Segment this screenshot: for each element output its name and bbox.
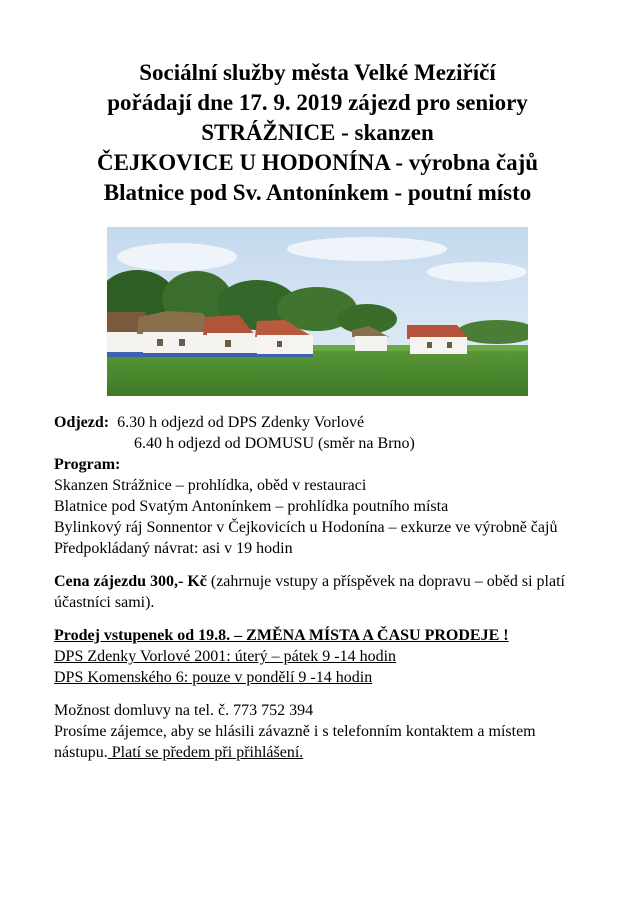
- price-note: (zahrnuje vstupy a příspěvek na dopravu – oběd si platí účastníci sami).: [54, 573, 565, 611]
- departure-time-1: 6.30 h odjezd od DPS Zdenky Vorlové: [117, 414, 365, 431]
- title-line: ČEJKOVICE U HODONÍNA - výrobna čajů: [96, 150, 539, 175]
- price-paragraph: [54, 571, 589, 613]
- title-line: STRÁŽNICE - skanzen: [201, 120, 434, 145]
- page-title: [0, 58, 635, 208]
- payment-note: Platí se předem při přihlášení.: [107, 744, 304, 761]
- departure-label: Odjezd:: [54, 414, 110, 431]
- program-item: Blatnice pod Svatým Antonínkem – prohlídka poutního místa: [54, 498, 449, 515]
- contact-request: [54, 721, 589, 763]
- program-item: Bylinkový ráj Sonnentor v Čejkovicích u Hodonína – exkurze ve výrobně čajů: [54, 519, 558, 536]
- departure-line-1: [54, 412, 594, 433]
- program-item: Skanzen Strážnice – prohlídka, oběd v restauraci: [54, 477, 367, 494]
- program-item: Předpokládaný návrat: asi v 19 hodin: [54, 540, 293, 557]
- skanzen-photo: [107, 227, 528, 396]
- title-line: Sociální služby města Velké Meziříčí: [139, 60, 496, 85]
- sales-heading: Prodej vstupenek od 19.8. – ZMĚNA MÍSTA A ČASU PRODEJE !: [54, 627, 509, 644]
- title-line: Blatnice pod Sv. Antonínkem - poutní místo: [103, 180, 532, 205]
- title-line: pořádají dne 17. 9. 2019 zájezd pro seniory: [107, 90, 528, 115]
- price-label: Cena zájezdu 300,- Kč: [54, 573, 207, 590]
- departure-time-2: 6.40 h odjezd od DOMUSU (směr na Brno): [134, 435, 415, 452]
- program-label: Program:: [54, 456, 121, 473]
- request-text: Prosíme zájemce, aby se hlásili závazně i s telefonním kontaktem a místem nástupu.: [54, 723, 536, 761]
- document-body: [54, 412, 594, 763]
- sales-location-1: DPS Zdenky Vorlové 2001: úterý – pátek 9 -14 hodin: [54, 648, 397, 665]
- contact-phone: Možnost domluvy na tel. č. 773 752 394: [54, 702, 314, 719]
- sales-location-2: DPS Komenského 6: pouze v pondělí 9 -14 hodin: [54, 669, 373, 686]
